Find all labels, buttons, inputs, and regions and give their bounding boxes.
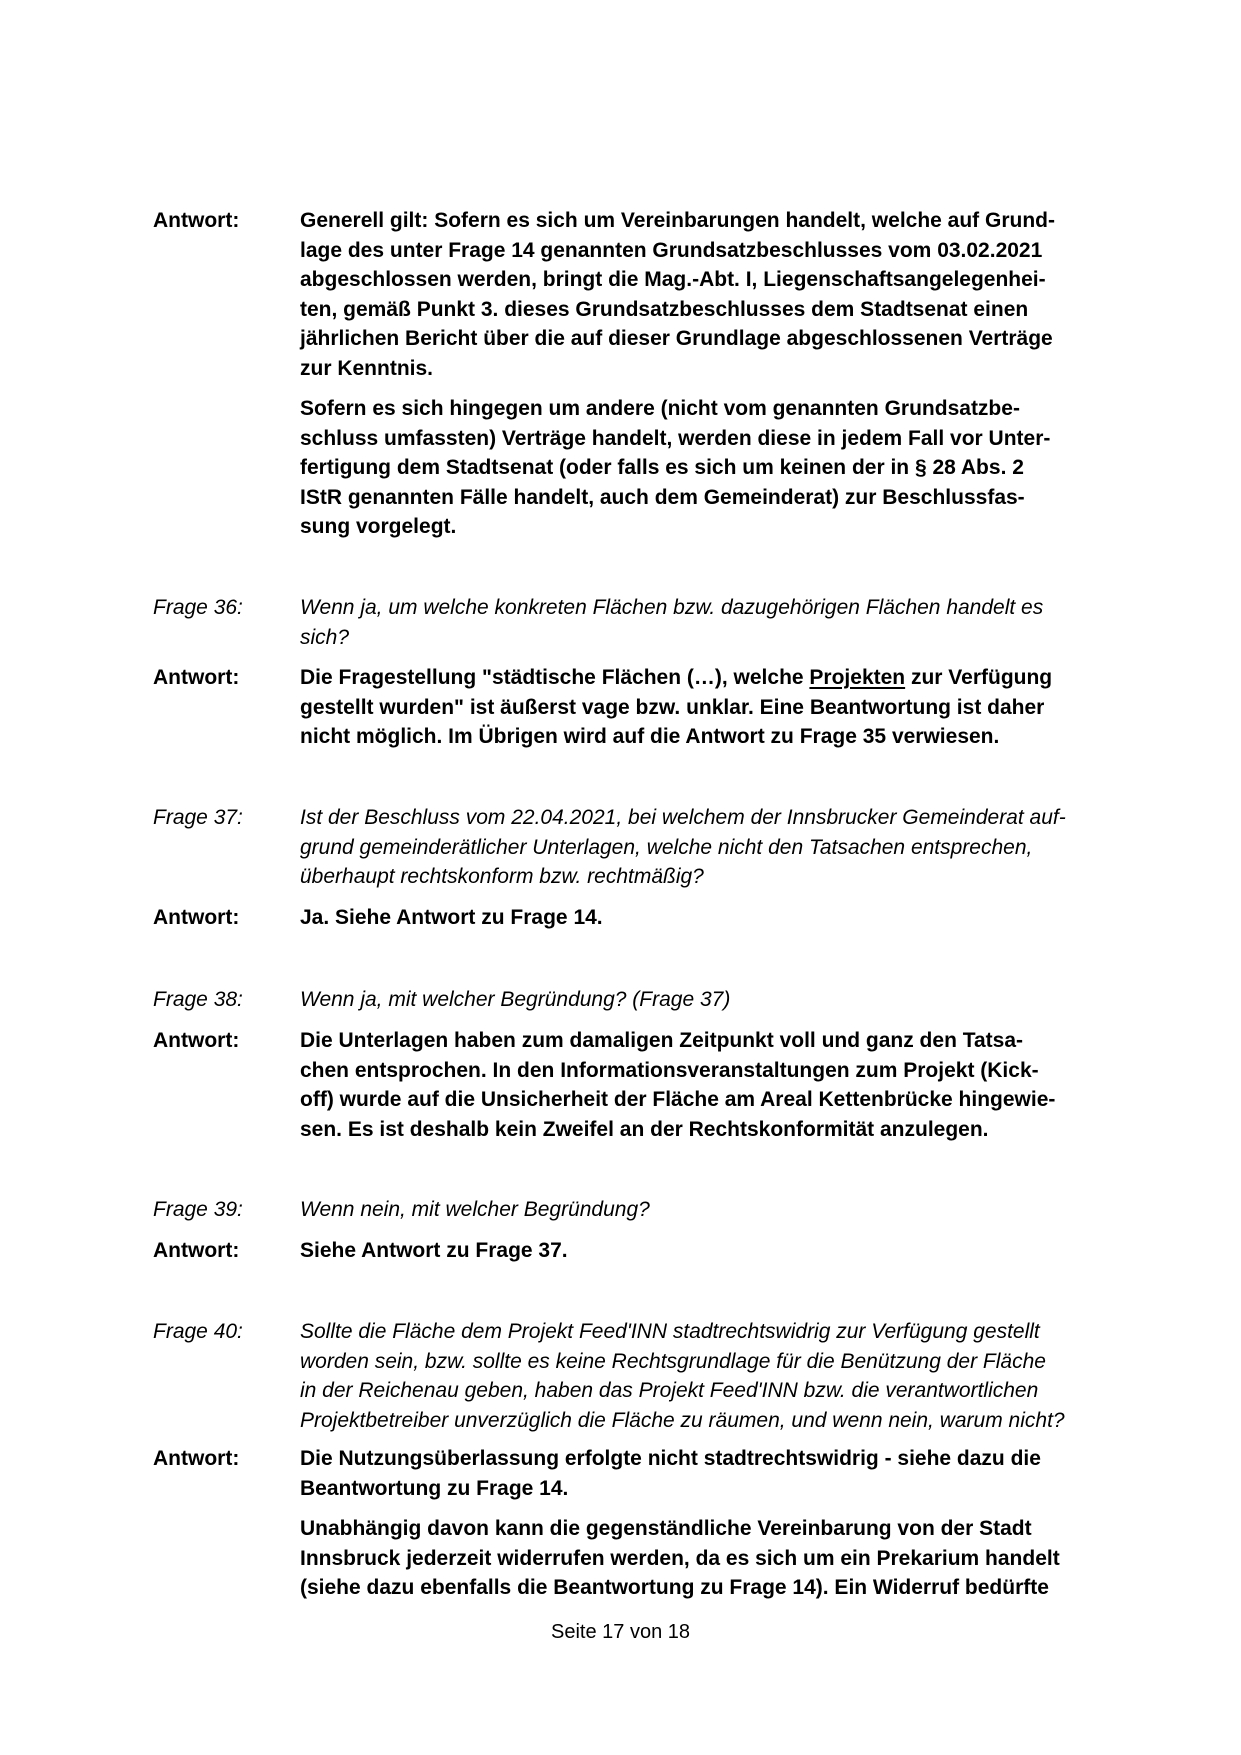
- text-line: Generell gilt: Sofern es sich um Vereinbarungen handelt, welche auf Grund-: [300, 209, 1055, 232]
- text-line: gestellt wurden" ist äußerst vage bzw. unklar. Eine Beantwortung ist daher: [300, 695, 1045, 719]
- answer-text: Siehe Antwort zu Frage 37.: [300, 1239, 568, 1262]
- paragraph: [300, 394, 1241, 542]
- question-label: Frage 37:: [153, 806, 243, 829]
- text-line: nicht möglich. Im Übrigen wird auf die Antwort zu Frage 35 verwiesen.: [300, 725, 1000, 748]
- text-line: Unabhängig davon kann die gegenständliche Vereinbarung von der Stadt: [300, 1517, 1032, 1540]
- answer-text: [300, 663, 1241, 752]
- question-text: [300, 803, 1241, 892]
- answer-label: Antwort:: [153, 666, 240, 689]
- question-label: Frage 40:: [153, 1320, 243, 1343]
- answer-label: Antwort:: [153, 906, 240, 929]
- answer-block: [153, 206, 1143, 542]
- question-text: Wenn nein, mit welcher Begründung?: [300, 1198, 650, 1221]
- paragraph: [300, 206, 1241, 383]
- question-text: [300, 1317, 1241, 1435]
- text-line: abgeschlossen werden, bringt die Mag.-Abt. I, Liegenschaftsangelegenhei-: [300, 268, 1046, 291]
- text-line: in der Reichenau geben, haben das Projekt Feed'INN bzw. die verantwortlichen: [300, 1379, 1039, 1402]
- text-line: IStR genannten Fälle handelt, auch dem Gemeinderat) zur Beschlussfas-: [300, 485, 1025, 509]
- paragraph: [300, 1514, 1241, 1603]
- text-line: off) wurde auf die Unsicherheit der Fläche am Areal Kettenbrücke hingewie-: [300, 1088, 1056, 1111]
- page-footer: Seite 17 von 18: [551, 1621, 690, 1643]
- text-line: Die Nutzungsüberlassung erfolgte nicht stadtrechtswidrig - siehe dazu die: [300, 1447, 1041, 1470]
- text-line: grund gemeinderätlicher Unterlagen, welche nicht den Tatsachen entsprechen,: [300, 835, 1033, 859]
- question-block: [153, 1317, 1143, 1435]
- text-line: Sofern es sich hingegen um andere (nicht vom genannten Grundsatzbe-: [300, 397, 1020, 420]
- answer-label: Antwort:: [153, 1029, 240, 1052]
- text-line: sung vorgelegt.: [300, 515, 457, 538]
- question-block: [153, 593, 1143, 652]
- answer-block: [153, 903, 1143, 933]
- text-line: zur Kenntnis.: [300, 356, 434, 380]
- answer-block: [153, 663, 1143, 752]
- text-line: Innsbruck jederzeit widerrufen werden, da es sich um ein Prekarium handelt: [300, 1546, 1060, 1570]
- text-line: chen entsprochen. In den Informationsveranstaltungen zum Projekt (Kick-: [300, 1058, 1039, 1082]
- answer-text: [300, 206, 1241, 542]
- answer-label: Antwort:: [153, 1447, 240, 1470]
- answer-text: [300, 1026, 1241, 1144]
- text-line: Sollte die Fläche dem Projekt Feed'INN stadtrechtswidrig zur Verfügung gestellt: [300, 1320, 1040, 1343]
- question-text: [300, 593, 1241, 652]
- text-line: lage des unter Frage 14 genannten Grundsatzbeschlusses vom 03.02.2021: [300, 238, 1043, 262]
- answer-text: Ja. Siehe Antwort zu Frage 14.: [300, 906, 603, 929]
- text-line: Wenn ja, um welche konkreten Flächen bzw. dazugehörigen Flächen handelt es: [300, 596, 1044, 619]
- text-line: schluss umfassten) Verträge handelt, werden diese in jedem Fall vor Unter-: [300, 426, 1051, 450]
- text-line: überhaupt rechtskonform bzw. rechtmäßig?: [300, 865, 704, 888]
- question-block: [153, 985, 1143, 1015]
- text-line: Projektbetreiber unverzüglich die Fläche zu räumen, und wenn nein, warum nicht?: [300, 1408, 1065, 1432]
- answer-block: [153, 1236, 1143, 1266]
- text-line: fertigung dem Stadtsenat (oder falls es sich um keinen der in § 28 Abs. 2: [300, 456, 1024, 479]
- question-block: [153, 1195, 1143, 1225]
- answer-label: Antwort:: [153, 209, 240, 232]
- answer-label: Antwort:: [153, 1239, 240, 1262]
- answer-text: [300, 1444, 1241, 1603]
- text-line: sen. Es ist deshalb kein Zweifel an der Rechtskonformität anzulegen.: [300, 1117, 989, 1141]
- question-label: Frage 38:: [153, 988, 243, 1011]
- question-text: Wenn ja, mit welcher Begründung? (Frage 37): [300, 988, 731, 1011]
- question-label: Frage 39:: [153, 1198, 243, 1221]
- paragraph: [300, 1444, 1241, 1503]
- underlined-word: Projekten: [809, 666, 906, 689]
- question-block: [153, 803, 1143, 892]
- text-line: ten, gemäß Punkt 3. dieses Grundsatzbeschlusses dem Stadtsenat einen: [300, 297, 1029, 321]
- text-line: (siehe dazu ebenfalls die Beantwortung zu Frage 14). Ein Widerruf bedürfte: [300, 1576, 1049, 1599]
- text-line: Beantwortung zu Frage 14.: [300, 1476, 569, 1500]
- answer-block: [153, 1444, 1143, 1603]
- answer-block: [153, 1026, 1143, 1144]
- text-line: sich?: [300, 625, 350, 649]
- question-label: Frage 36:: [153, 596, 243, 619]
- text-line: Die Fragestellung "städtische Flächen (…), welche Projekten zur Verfügung: [300, 666, 1053, 689]
- text-line: Die Unterlagen haben zum damaligen Zeitpunkt voll und ganz den Tatsa-: [300, 1029, 1024, 1052]
- text-line: Ist der Beschluss vom 22.04.2021, bei welchem der Innsbrucker Gemeinderat auf-: [300, 806, 1066, 829]
- text-line: jährlichen Bericht über die auf dieser Grundlage abgeschlossenen Verträge: [300, 327, 1053, 350]
- text-line: worden sein, bzw. sollte es keine Rechtsgrundlage für die Benützung der Fläche: [300, 1349, 1046, 1373]
